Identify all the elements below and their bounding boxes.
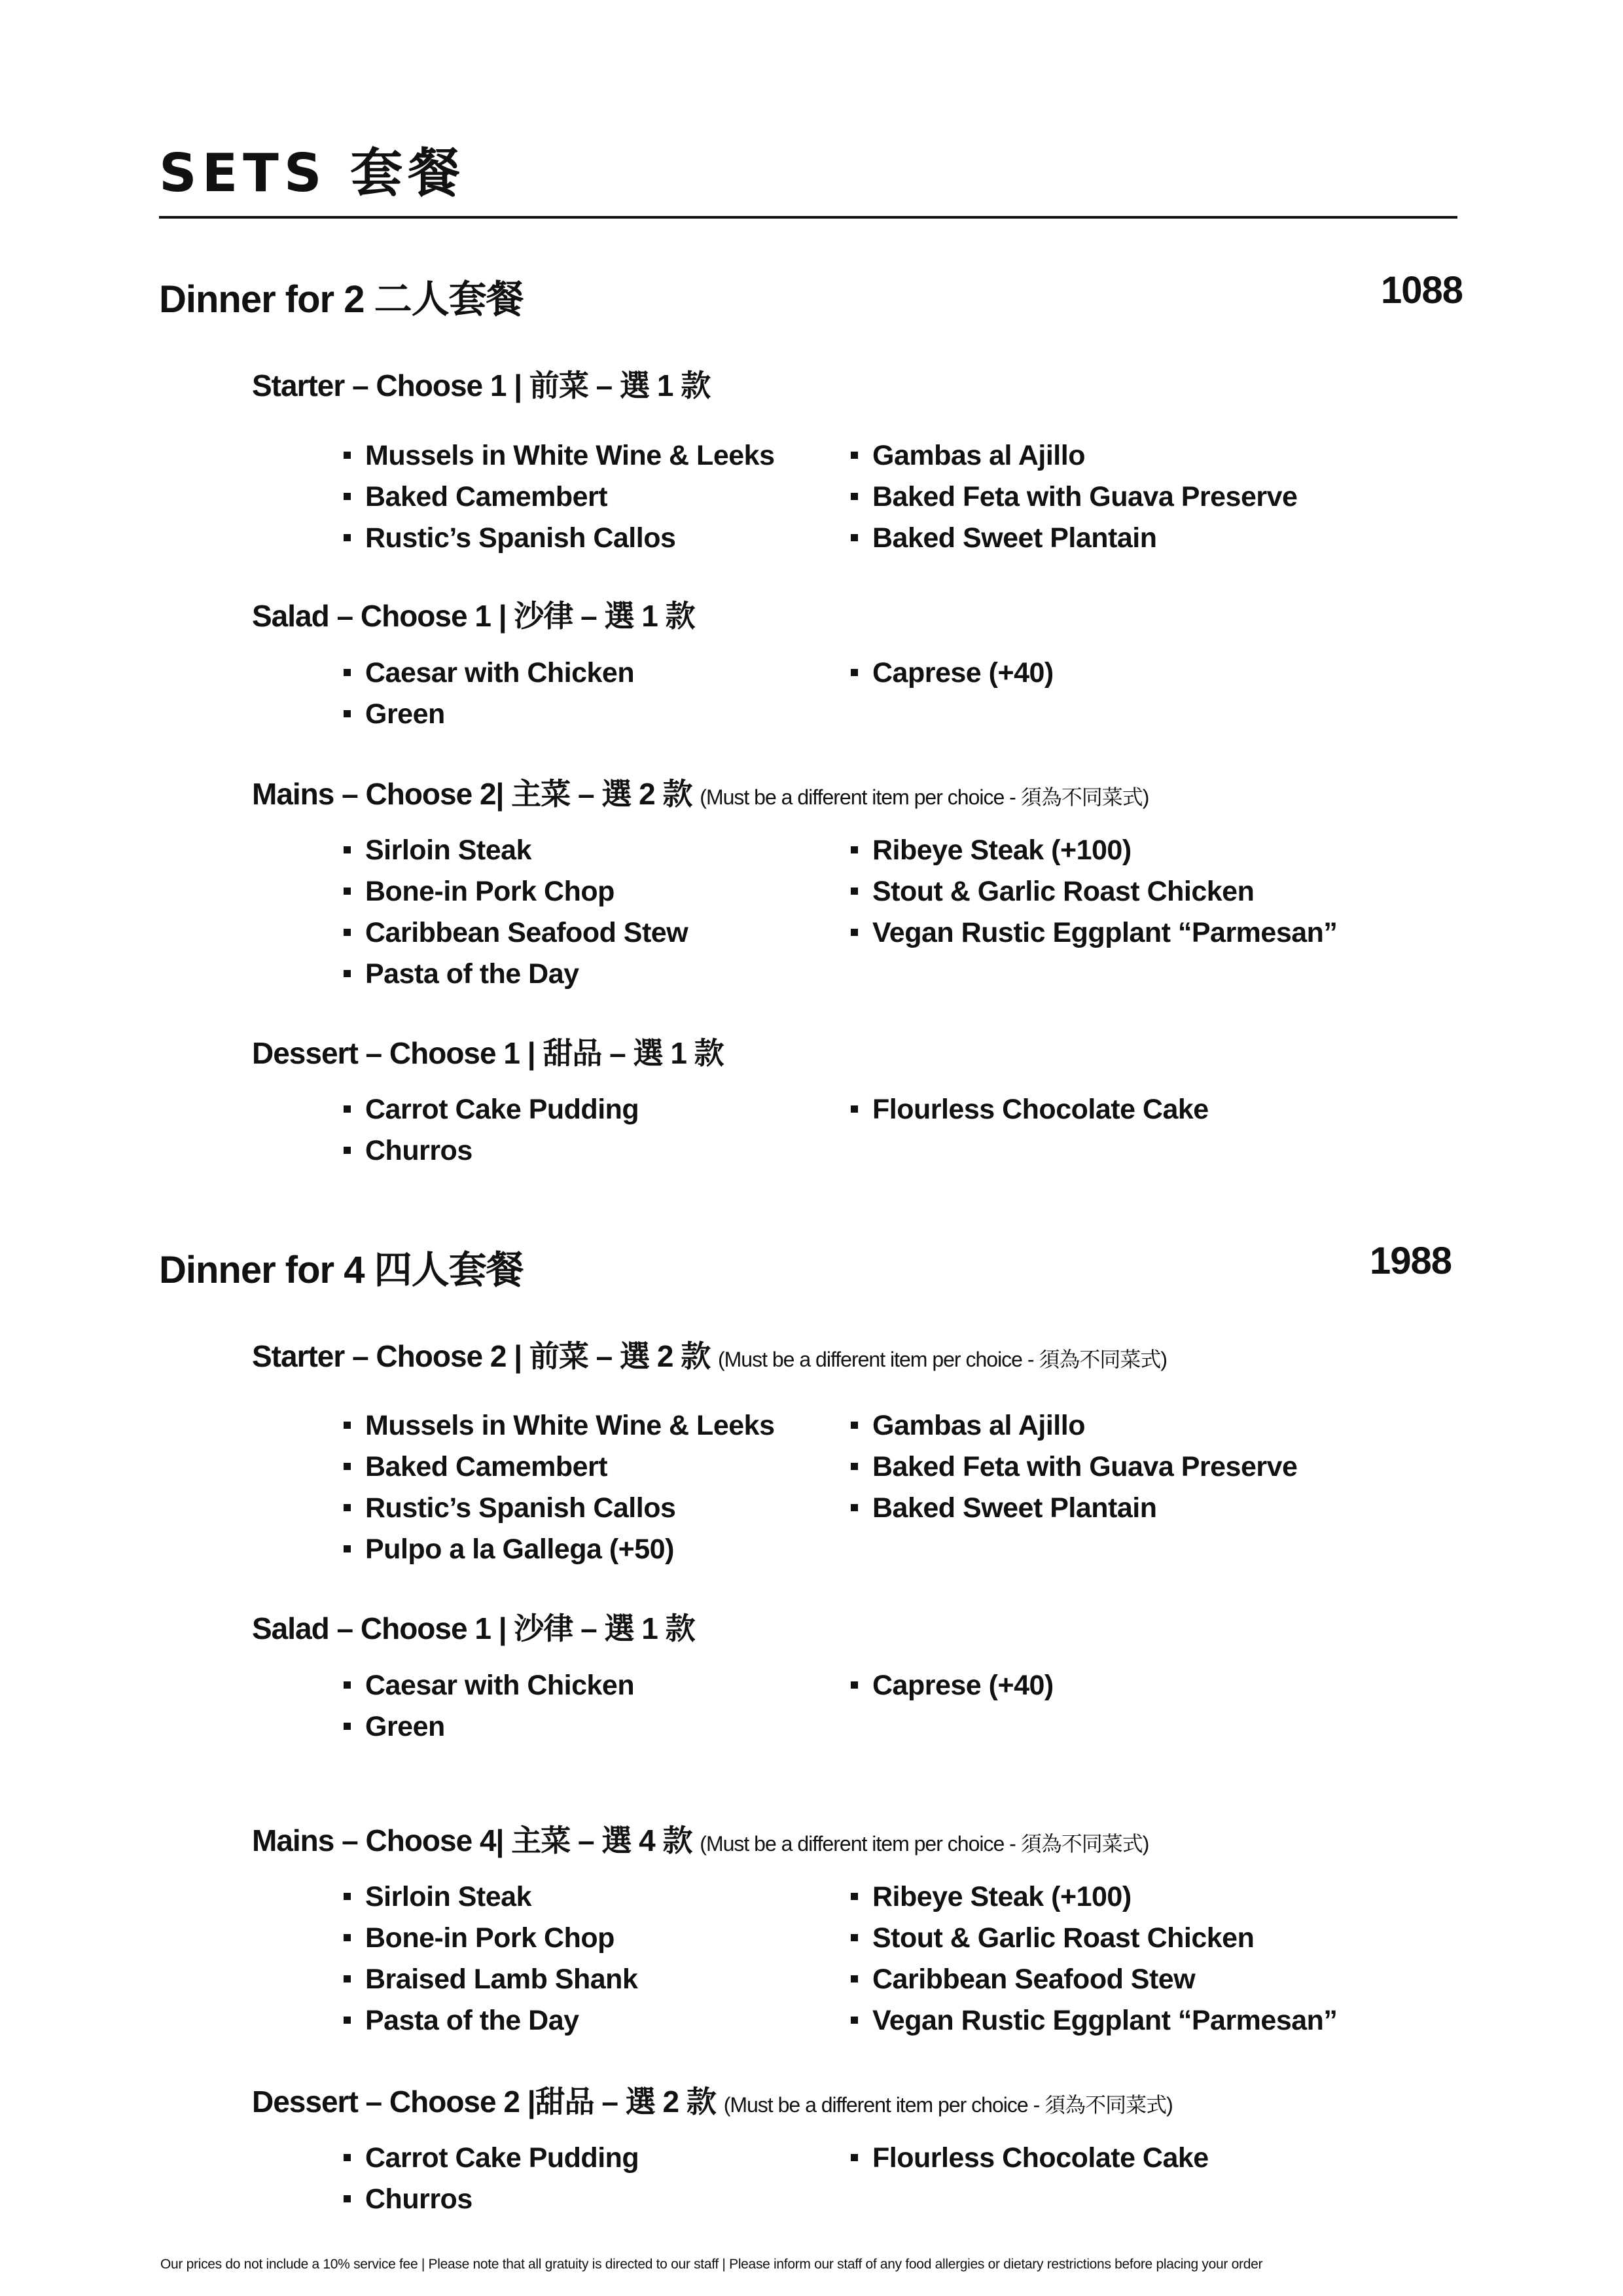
- bullet-icon: [851, 1504, 858, 1511]
- bullet-icon: [851, 2154, 858, 2161]
- course-items-salad: [344, 1665, 1358, 1748]
- bullet-icon: [851, 2017, 858, 2024]
- menu-item: Caprese (+40): [851, 653, 1358, 694]
- bullet-icon: [344, 1975, 351, 1982]
- bullet-icon: [851, 493, 858, 500]
- menu-item: Flourless Chocolate Cake: [851, 2138, 1358, 2179]
- course-title-text: Starter – Choose 1 | 前菜 – 選 1 款: [252, 368, 711, 403]
- menu-item: Caribbean Seafood Stew: [851, 1959, 1358, 2000]
- menu-item: Caesar with Chicken: [344, 653, 851, 694]
- bullet-icon: [344, 846, 351, 853]
- course-items-mains: [344, 830, 1358, 995]
- bullet-icon: [344, 1463, 351, 1470]
- menu-item: Rustic’s Spanish Callos: [344, 1488, 851, 1529]
- menu-item: Stout & Garlic Roast Chicken: [851, 871, 1358, 912]
- menu-item: Ribeye Steak (+100): [851, 830, 1358, 871]
- menu-item: Gambas al Ajillo: [851, 435, 1358, 476]
- course-title-text: Starter – Choose 2 | 前菜 – 選 2 款: [252, 1339, 711, 1373]
- set-name: Dinner for 2 二人套餐: [159, 278, 524, 321]
- bullet-icon: [344, 1681, 351, 1689]
- course-note: (Must be a different item per choice - 須為不同菜式): [700, 785, 1149, 809]
- menu-item: Mussels in White Wine & Leeks: [344, 435, 851, 476]
- menu-item: Sirloin Steak: [344, 1876, 851, 1918]
- menu-item: Bone-in Pork Chop: [344, 871, 851, 912]
- bullet-icon: [851, 888, 858, 895]
- menu-item: Green: [344, 1706, 851, 1748]
- menu-item: Churros: [344, 2179, 851, 2220]
- set-header-dinner-for-4: [159, 1239, 1452, 1291]
- bullet-icon: [851, 846, 858, 853]
- bullet-icon: [851, 1463, 858, 1470]
- menu-item: Baked Sweet Plantain: [851, 1488, 1358, 1529]
- menu-item: Carrot Cake Pudding: [344, 1089, 851, 1130]
- set-name: Dinner for 4 四人套餐: [159, 1249, 524, 1291]
- set-price: 1988: [1369, 1240, 1452, 1282]
- bullet-icon: [344, 710, 351, 717]
- menu-item: Pasta of the Day: [344, 2000, 851, 2041]
- bullet-icon: [344, 1422, 351, 1429]
- course-title-salad: [252, 1605, 695, 1648]
- menu-item: Vegan Rustic Eggplant “Parmesan”: [851, 912, 1358, 954]
- menu-item: Baked Feta with Guava Preserve: [851, 476, 1358, 518]
- course-note: (Must be a different item per choice - 須為不同菜式): [717, 1348, 1168, 1371]
- menu-item: Caprese (+40): [851, 1665, 1358, 1706]
- course-items-starter: [344, 1405, 1358, 1570]
- bullet-icon: [344, 929, 351, 936]
- bullet-icon: [344, 1723, 351, 1730]
- bullet-icon: [344, 1545, 351, 1552]
- menu-item: Baked Camembert: [344, 1446, 851, 1488]
- bullet-icon: [344, 2195, 351, 2202]
- course-title-text: Mains – Choose 2| 主菜 – 選 2 款: [252, 777, 692, 811]
- menu-item: Flourless Chocolate Cake: [851, 1089, 1358, 1130]
- course-title-text: Salad – Choose 1 | 沙律 – 選 1 款: [252, 599, 695, 633]
- course-note: (Must be a different item per choice - 須為不同菜式): [723, 2093, 1173, 2117]
- bullet-icon: [344, 493, 351, 500]
- bullet-icon: [851, 669, 858, 676]
- bullet-icon: [344, 1893, 351, 1900]
- page-title: SETS 套餐: [159, 143, 466, 204]
- bullet-icon: [851, 534, 858, 541]
- bullet-icon: [851, 1105, 858, 1113]
- bullet-icon: [851, 452, 858, 459]
- course-title-salad: [252, 592, 695, 636]
- bullet-icon: [344, 1504, 351, 1511]
- course-title-text: Dessert – Choose 1 | 甜品 – 選 1 款: [252, 1036, 724, 1070]
- menu-item: Baked Camembert: [344, 476, 851, 518]
- course-title-starter: [252, 362, 710, 405]
- menu-item: Rustic’s Spanish Callos: [344, 518, 851, 559]
- bullet-icon: [851, 1422, 858, 1429]
- course-title-text: Salad – Choose 1 | 沙律 – 選 1 款: [252, 1611, 695, 1645]
- bullet-icon: [344, 452, 351, 459]
- set-header-dinner-for-2: [159, 268, 1463, 321]
- bullet-icon: [344, 1147, 351, 1154]
- course-title-dessert: [252, 1030, 724, 1073]
- bullet-icon: [851, 1681, 858, 1689]
- menu-item: Pulpo a la Gallega (+50): [344, 1529, 851, 1570]
- bullet-icon: [344, 2154, 351, 2161]
- course-title-text: Mains – Choose 4| 主菜 – 選 4 款: [252, 1823, 692, 1857]
- bullet-icon: [851, 1934, 858, 1941]
- menu-item: Stout & Garlic Roast Chicken: [851, 1918, 1358, 1959]
- course-items-mains: [344, 1876, 1358, 2041]
- menu-item: Bone-in Pork Chop: [344, 1918, 851, 1959]
- menu-item: Sirloin Steak: [344, 830, 851, 871]
- set-price: 1088: [1380, 269, 1463, 312]
- menu-item: Baked Sweet Plantain: [851, 518, 1358, 559]
- menu-item: Green: [344, 694, 851, 735]
- course-title-text: Dessert – Choose 2 |甜品 – 選 2 款: [252, 2085, 716, 2119]
- bullet-icon: [344, 888, 351, 895]
- menu-item: Churros: [344, 1130, 851, 1172]
- menu-item: Pasta of the Day: [344, 954, 851, 995]
- course-items-starter: [344, 435, 1358, 559]
- menu-item: Ribeye Steak (+100): [851, 1876, 1358, 1918]
- course-items-salad: [344, 653, 1358, 735]
- menu-item: Baked Feta with Guava Preserve: [851, 1446, 1358, 1488]
- course-note: (Must be a different item per choice - 須為不同菜式): [700, 1832, 1149, 1856]
- menu-item: Caesar with Chicken: [344, 1665, 851, 1706]
- bullet-icon: [344, 970, 351, 977]
- title-divider: [159, 216, 1457, 219]
- bullet-icon: [851, 1893, 858, 1900]
- course-title-mains: [252, 770, 1149, 814]
- menu-item: Carrot Cake Pudding: [344, 2138, 851, 2179]
- bullet-icon: [344, 534, 351, 541]
- bullet-icon: [344, 669, 351, 676]
- menu-item: Vegan Rustic Eggplant “Parmesan”: [851, 2000, 1358, 2041]
- footer-disclaimer: Our prices do not include a 10% service fee | Please note that all gratuity is directed to our staff | Please inform our staff of any food allergies or dietary restrictions before placing your order: [160, 2257, 1263, 2272]
- menu-item: Caribbean Seafood Stew: [344, 912, 851, 954]
- bullet-icon: [851, 1975, 858, 1982]
- bullet-icon: [344, 1105, 351, 1113]
- menu-item: Mussels in White Wine & Leeks: [344, 1405, 851, 1446]
- course-title-starter: [252, 1333, 1167, 1376]
- bullet-icon: [344, 1934, 351, 1941]
- bullet-icon: [344, 2017, 351, 2024]
- course-items-dessert: [344, 1089, 1358, 1172]
- course-items-dessert: [344, 2138, 1358, 2220]
- menu-item: Braised Lamb Shank: [344, 1959, 851, 2000]
- menu-item: Gambas al Ajillo: [851, 1405, 1358, 1446]
- bullet-icon: [851, 929, 858, 936]
- course-title-dessert: [252, 2078, 1173, 2121]
- course-title-mains: [252, 1817, 1149, 1860]
